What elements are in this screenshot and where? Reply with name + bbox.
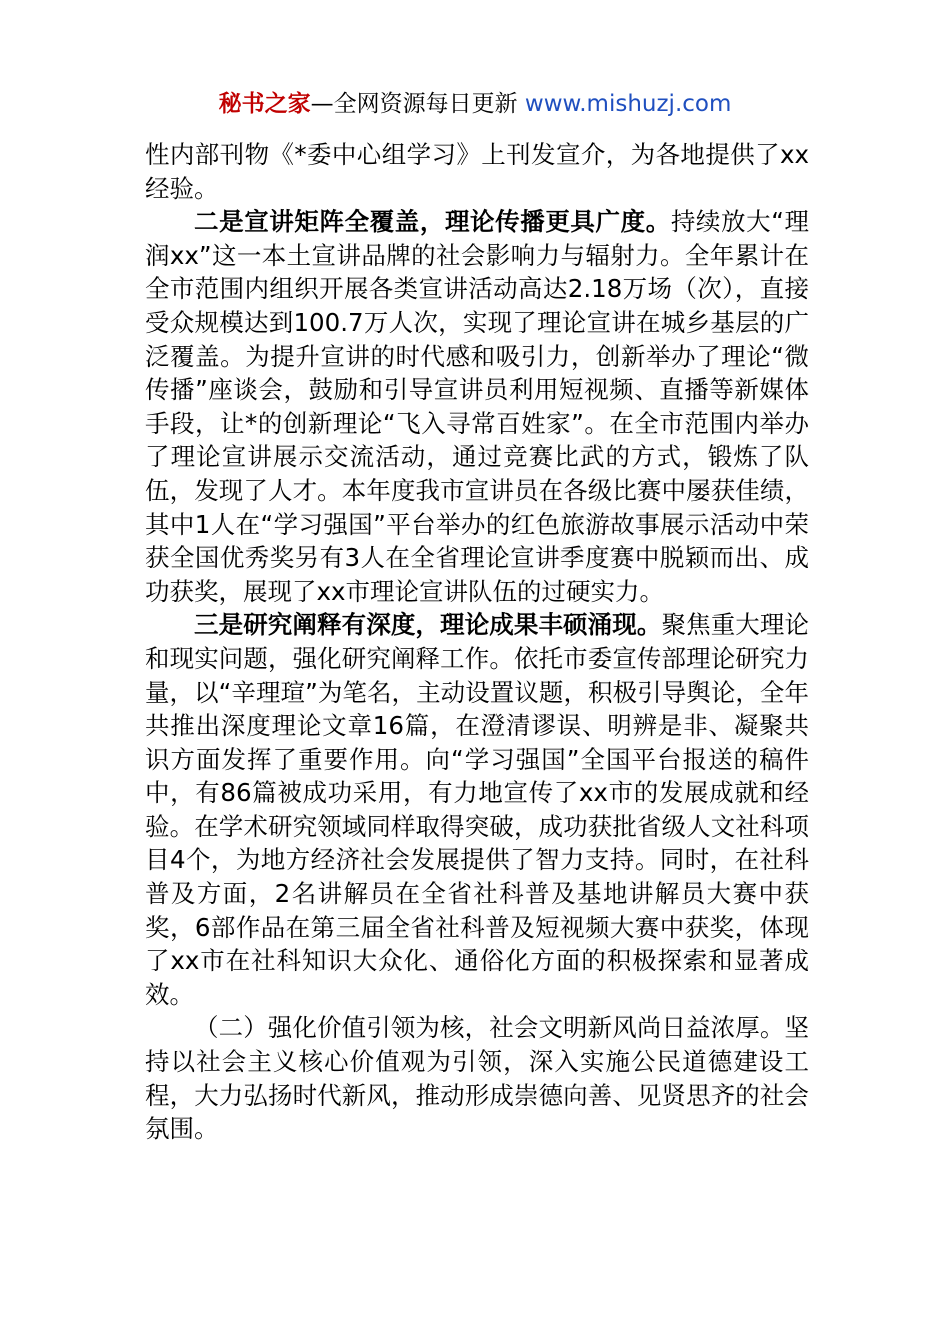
site-header <box>0 88 950 120</box>
paragraph-lead-heading: 三是研究阐释有深度，理论成果丰硕涌现。 <box>194 610 662 640</box>
paragraph-text: 性内部刊物《*委中心组学习》上刊发宣介，为各地提供了xx经验。 <box>145 140 809 203</box>
site-url-link[interactable]: www.mishuzj.com <box>524 91 732 117</box>
paragraph-text: 持续放大“理润xx”这一本土宣讲品牌的社会影响力与辐射力。全年累计在全市范围内组织开展各类宣讲活动高达2.18万场（次），直接受众规模达到100.7万人次，实现了理论宣讲在城乡基层的广泛覆盖。为提升宣讲的时代感和吸引力，创新举办了理论“微传播”座谈会，鼓励和引导宣讲员利用短视频、直播等新媒体手段，让*的创新理论“飞入寻常百姓家”。在全市范围内举办了理论宣讲展示交流活动，通过竞赛比武的方式，锻炼了队伍，发现了人才。本年度我市宣讲员在各级比赛中屡获佳绩，其中1人在“学习强国”平台举办的红色旅游故事展示活动中荣获全国优秀奖另有3人在全省理论宣讲季度赛中脱颖而出、成功获奖，展现了xx市理论宣讲队伍的过硬实力。 <box>145 207 809 606</box>
paragraph-lead-heading: 二是宣讲矩阵全覆盖，理论传播更具广度。 <box>194 207 671 237</box>
site-brand: 秘书之家 <box>218 91 311 117</box>
header-separator: — <box>310 91 334 117</box>
header-tagline: 全网资源每日更新 <box>333 91 525 117</box>
paragraph-text: （二）强化价值引领为核，社会文明新风尚日益浓厚。坚持以社会主义核心价值观为引领，深入实施公民道德建设工程，大力弘扬时代新风，推动形成崇德向善、见贤思齐的社会氛围。 <box>145 1013 809 1144</box>
paragraph-section-heading <box>145 1011 809 1145</box>
paragraph-research-interpretation <box>145 608 809 1011</box>
paragraph-continuation <box>145 138 809 205</box>
paragraph-text: 聚焦重大理论和现实问题，强化研究阐释工作。依托市委宣传部理论研究力量，以“辛理瑄”为笔名，主动设置议题，积极引导舆论，全年共推出深度理论文章16篇，在澄清谬误、明辨是非、凝聚共识方面发挥了重要作用。向“学习强国”全国平台报送的稿件中，有86篇被成功采用，有力地宣传了xx市的发展成就和经验。在学术研究领域同样取得突破，成功获批省级人文社科项目4个，为地方经济社会发展提供了智力支持。同时，在社科普及方面，2名讲解员在全省社科普及基地讲解员大赛中获奖，6部作品在第三届全省社科普及短视频大赛中获奖，体现了xx市在社科知识大众化、通俗化方面的积极探索和显著成效。 <box>145 610 810 1009</box>
paragraph-propaganda-matrix <box>145 205 809 608</box>
document-body <box>145 138 809 1146</box>
